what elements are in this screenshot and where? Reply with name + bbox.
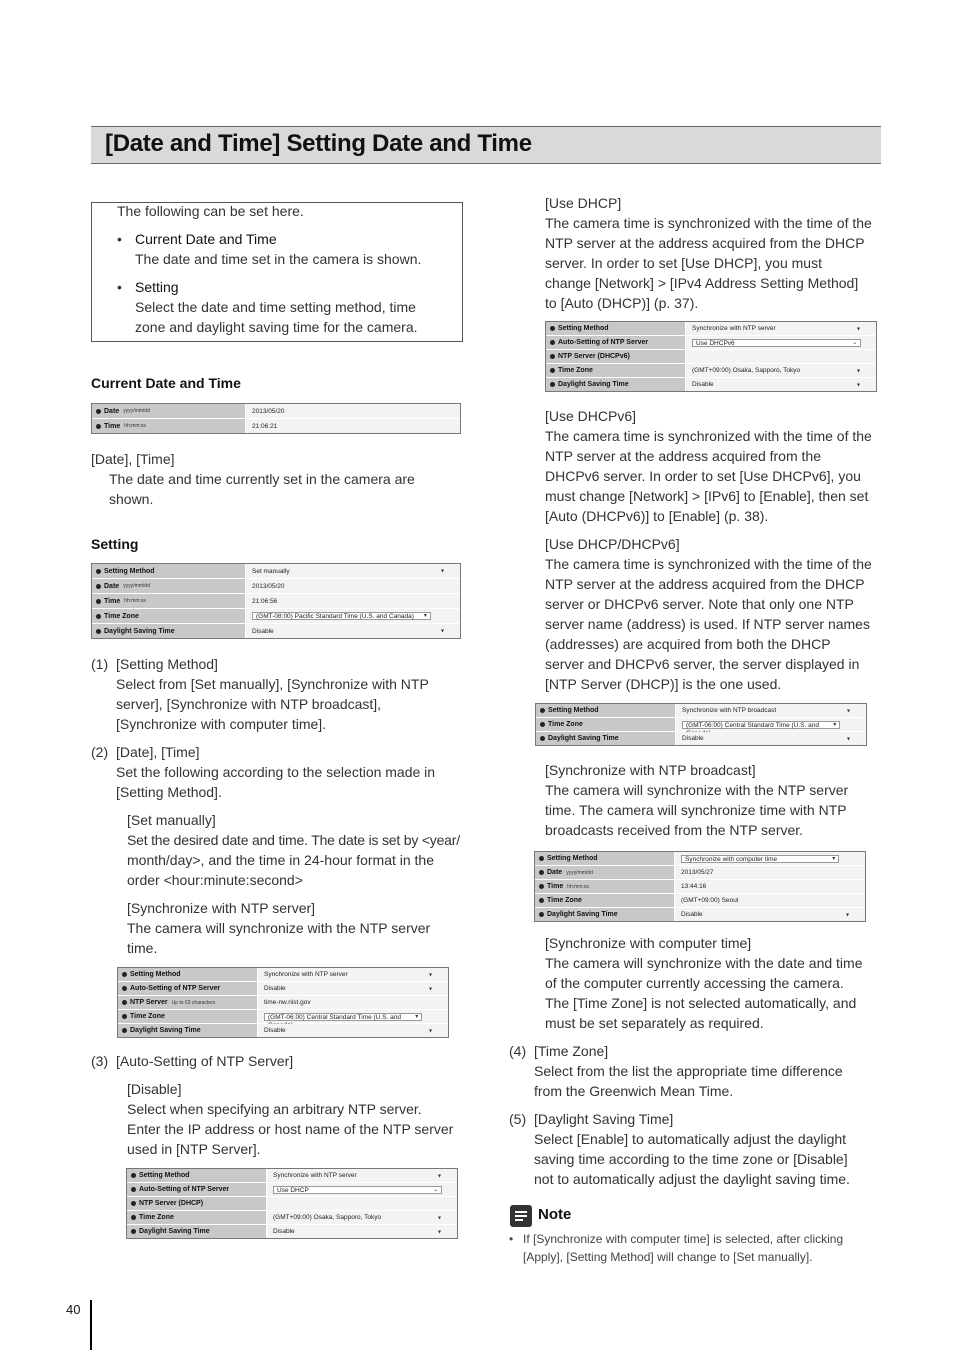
intro-item-title: Setting <box>135 279 179 295</box>
paragraph: Set the following according to the selection made in <box>116 764 436 780</box>
table-row: NTP Server (DHCP) <box>127 1197 457 1211</box>
paragraph: time. The camera will synchronize time with NTP <box>545 802 847 818</box>
dhcp-table <box>126 1168 458 1239</box>
paragraph: broadcasts received from the NTP server. <box>545 822 804 838</box>
table-row: Setting Method Synchronize with NTP server ▾ <box>546 322 876 336</box>
paragraph: server. In order to set [Use DHCP], you must <box>545 255 822 271</box>
table-row: NTP Server Up to 63 characters time-nw.nist.gov <box>118 996 448 1010</box>
chevron-down-icon: ▾ <box>856 382 860 388</box>
daylight-saving-select[interactable]: Disable ▾ <box>675 908 865 921</box>
table-row: Date yyyy/mm/dd 2013/05/20 <box>92 579 460 594</box>
time-zone-select[interactable]: (GMT-08:00) Pacific Standard Time (U.S. and Canada) ▾ <box>246 609 460 623</box>
table-row: Time hh:mm:ss 21:06:56 <box>92 594 460 609</box>
paragraph: saving time according to the time zone or [Disable] <box>534 1151 848 1167</box>
setting-method-select[interactable]: Synchronize with NTP broadcast ▾ <box>676 704 866 717</box>
setting-method-select[interactable]: Synchronize with NTP server ▾ <box>258 968 448 981</box>
chevron-down-icon: ▾ <box>833 721 837 728</box>
page-title: [Date and Time] Setting Date and Time <box>105 130 532 157</box>
date-field[interactable]: 2013/05/20 <box>246 579 460 593</box>
chevron-down-icon: ▾ <box>415 1013 419 1020</box>
setting-method-select[interactable]: Synchronize with computer time ▾ <box>675 852 865 865</box>
paragraph: must change [Network] > [IPv6] to [Enable], then set <box>545 488 869 504</box>
item-number: (4) <box>509 1043 527 1059</box>
note-heading: Note <box>538 1206 572 1223</box>
chevron-down-icon: ⌄ <box>433 1186 439 1193</box>
section-heading-setting: Setting <box>91 536 139 552</box>
item-heading: [Date], [Time] <box>116 744 200 760</box>
chevron-down-icon: ▾ <box>437 1229 441 1235</box>
setting-table <box>91 563 461 639</box>
paragraph: The camera will synchronize with the date and time <box>545 955 863 971</box>
item-heading: [Daylight Saving Time] <box>534 1111 674 1127</box>
paragraph: The camera will synchronize with the NTP server <box>127 920 431 936</box>
paragraph: [NTP Server (DHCP)] is the one used. <box>545 676 782 692</box>
table-row: Setting Method Synchronize with NTP server ▾ <box>127 1169 457 1183</box>
paragraph: month/day>, and the time in 24-hour format in the <box>127 852 435 868</box>
intro-item-desc: Select the date and time setting method, time <box>135 299 416 315</box>
time-value: 13:44:16 <box>675 880 865 893</box>
table-row: Date yyyy/mm/dd 2013/05/20 <box>92 404 460 419</box>
table-row: Setting Method Synchronize with NTP broadcast ▾ <box>536 704 866 718</box>
chevron-down-icon: ▾ <box>846 736 850 742</box>
table-row: Time Zone (GMT-06:00) Central Standard Time (U.S. and ▾ <box>536 718 866 732</box>
paragraph: The date and time currently set in the camera are <box>109 471 415 487</box>
paragraph: Enter the IP address or host name of the NTP server <box>127 1121 454 1137</box>
paragraph: of the computer currently accessing the camera. <box>545 975 844 991</box>
table-row: Time Zone (GMT-08:00) Pacific Standard Time (U.S. and Canada) ▾ <box>92 609 460 624</box>
section-heading-current: Current Date and Time <box>91 375 241 391</box>
item-number: (5) <box>509 1111 527 1127</box>
paragraph: server], [Synchronize with NTP broadcast], <box>116 696 382 712</box>
time-zone-value: (GMT+09:00) Seoul <box>675 894 865 907</box>
item-number: (3) <box>91 1053 109 1069</box>
paragraph: NTP server at the address acquired from the DHCP <box>545 235 865 251</box>
chevron-down-icon: ▾ <box>846 708 850 714</box>
subhead: [Set manually] <box>127 812 216 828</box>
item-heading: [Time Zone] <box>534 1043 609 1059</box>
table-row: Auto-Setting of NTP Server Disable ▾ <box>118 982 448 996</box>
chevron-down-icon: ▾ <box>440 628 444 635</box>
time-value: 21:06:21 <box>246 419 460 433</box>
time-zone-select[interactable]: (GMT-06:00) Central Standard Time (U.S. and ▾ <box>676 718 866 731</box>
table-row: Auto-Setting of NTP Server Use DHCPv6 ⌄ <box>546 336 876 350</box>
paragraph: change [Network] > [IPv4 Address Setting Method] <box>545 275 859 291</box>
paragraph: [Auto (DHCPv6)] to [Enable] (p. 38). <box>545 508 769 524</box>
table-row: Daylight Saving Time Disable ▾ <box>546 378 876 391</box>
table-row: Time hh:mm:ss 13:44:16 <box>535 880 865 894</box>
intro-bullet: • <box>117 279 122 295</box>
auto-ntp-select[interactable]: Disable ▾ <box>258 982 448 995</box>
paragraph: [Setting Method]. <box>116 784 222 800</box>
current-table <box>91 403 461 434</box>
chevron-down-icon: ⌄ <box>852 339 858 346</box>
paragraph: (addresses) are acquired from both the DHCP <box>545 636 831 652</box>
paragraph: DHCPv6 server. In order to set [Use DHCPv6], you <box>545 468 861 484</box>
table-row: Daylight Saving Time Disable ▾ <box>118 1024 448 1037</box>
table-row: Daylight Saving Time Disable ▾ <box>127 1225 457 1238</box>
paragraph: to [Auto (DHCP)] (p. 37). <box>545 295 699 311</box>
dhcpv6-table <box>545 321 877 392</box>
subhead: [Use DHCP] <box>545 195 622 211</box>
item-heading: [Setting Method] <box>116 656 218 672</box>
paragraph: Select when specifying an arbitrary NTP server. <box>127 1101 422 1117</box>
date-value: 2013/05/27 <box>675 866 865 879</box>
paragraph: The [Time Zone] is not selected automatically, and <box>545 995 857 1011</box>
paragraph: NTP server at the address acquired from the <box>545 448 821 464</box>
setting-method-select[interactable]: Synchronize with NTP server ▾ <box>267 1169 457 1182</box>
time-zone-select[interactable]: (GMT+09:00) Osaka, Sapporo, Tokyo ▾ <box>686 364 876 377</box>
footer-divider <box>90 1300 92 1350</box>
time-zone-select[interactable]: (GMT+09:00) Osaka, Sapporo, Tokyo ▾ <box>267 1211 457 1224</box>
time-field[interactable]: 21:06:56 <box>246 594 460 608</box>
paragraph: Select from the list the appropriate time difference <box>534 1063 843 1079</box>
page-title-bar <box>91 126 881 164</box>
table-row: Time Zone (GMT+09:00) Seoul <box>535 894 865 908</box>
chevron-down-icon: ▾ <box>437 1173 441 1179</box>
chevron-down-icon: ▾ <box>845 912 849 918</box>
table-row: Setting Method Synchronize with NTP server ▾ <box>118 968 448 982</box>
chevron-down-icon: ▾ <box>428 1028 432 1034</box>
daylight-saving-select[interactable]: Disable ▾ <box>686 378 876 391</box>
computer-time-table <box>534 851 866 922</box>
note-icon <box>510 1205 532 1227</box>
table-row: Daylight Saving Time Disable ▾ <box>92 624 460 638</box>
chevron-down-icon: ▾ <box>428 972 432 978</box>
chevron-down-icon: ▾ <box>437 1215 441 1221</box>
item-number: (2) <box>91 744 109 760</box>
chevron-down-icon: ▾ <box>440 568 444 575</box>
note-text: [Apply], [Setting Method] will change to [Set manually]. <box>523 1250 813 1264</box>
ntp-server-table <box>117 967 449 1038</box>
chevron-down-icon: ▾ <box>832 855 836 862</box>
table-row: Time Zone (GMT+09:00) Osaka, Sapporo, Tokyo ▾ <box>546 364 876 378</box>
table-row: Date yyyy/mm/dd 2013/05/27 <box>535 866 865 880</box>
broadcast-table <box>535 703 867 746</box>
paragraph: not to automatically adjust the daylight saving time. <box>534 1171 850 1187</box>
paragraph: order <hour:minute:second> <box>127 872 303 888</box>
subhead: [Synchronize with NTP broadcast] <box>545 762 756 778</box>
paragraph: Select from [Set manually], [Synchronize with NTP <box>116 676 429 692</box>
date-value: 2013/05/20 <box>246 404 460 418</box>
table-row: Setting Method Set manually ▾ <box>92 564 460 579</box>
intro-item-desc: The date and time set in the camera is shown. <box>135 251 422 267</box>
setting-method-select[interactable]: Synchronize with NTP server ▾ <box>686 322 876 335</box>
paragraph: server and DHCPv6 server, the server displayed in <box>545 656 860 672</box>
paragraph: server name (address) is used. If NTP server names <box>545 616 870 632</box>
subhead: [Date], [Time] <box>91 451 175 467</box>
paragraph: server or DHCPv6 server. Note that only one NTP <box>545 596 854 612</box>
subhead: [Synchronize with NTP server] <box>127 900 316 916</box>
subhead: [Use DHCPv6] <box>545 408 637 424</box>
auto-ntp-select[interactable]: Use DHCP ⌄ <box>267 1183 457 1196</box>
page-number: 40 <box>66 1302 81 1317</box>
paragraph: The camera will synchronize with the NTP server <box>545 782 849 798</box>
time-zone-select[interactable]: (GMT-06:00) Central Standard Time (U.S. and ▾ <box>258 1010 448 1023</box>
intro-lead: The following can be set here. <box>117 203 304 219</box>
subhead: [Synchronize with computer time] <box>545 935 752 951</box>
paragraph: Set the desired date and time. The date is set by <year/ <box>127 832 460 848</box>
table-row: Auto-Setting of NTP Server Use DHCP ⌄ <box>127 1183 457 1197</box>
table-row: NTP Server (DHCPv6) <box>546 350 876 364</box>
paragraph: shown. <box>109 491 154 507</box>
item-heading: [Auto-Setting of NTP Server] <box>116 1053 294 1069</box>
ntp-server-dhcpv6-value <box>686 350 876 363</box>
chevron-down-icon: ▾ <box>428 986 432 992</box>
daylight-saving-select[interactable]: Disable ▾ <box>267 1225 457 1238</box>
paragraph: The camera time is synchronized with the time of the <box>545 428 872 444</box>
setting-method-select[interactable]: Set manually ▾ <box>246 564 460 578</box>
auto-ntp-select[interactable]: Use DHCPv6 ⌄ <box>686 336 876 349</box>
subhead: [Use DHCP/DHCPv6] <box>545 536 680 552</box>
paragraph: Select [Enable] to automatically adjust the daylight <box>534 1131 847 1147</box>
intro-bullet: • <box>117 231 122 247</box>
paragraph: [Synchronize with computer time]. <box>116 716 327 732</box>
table-row: Daylight Saving Time Disable ▾ <box>535 908 865 921</box>
chevron-down-icon: ▾ <box>856 326 860 332</box>
subhead: [Disable] <box>127 1081 182 1097</box>
note-text: If [Synchronize with computer time] is selected, after clicking <box>523 1232 844 1246</box>
chevron-down-icon: ▾ <box>856 368 860 374</box>
paragraph: NTP server at the address acquired from the DHCP <box>545 576 865 592</box>
table-row: Setting Method Synchronize with computer time ▾ <box>535 852 865 866</box>
ntp-server-dhcp-value <box>267 1197 457 1210</box>
ntp-server-field[interactable]: time-nw.nist.gov <box>258 996 448 1009</box>
paragraph: The camera time is synchronized with the time of the <box>545 215 872 231</box>
table-row: Time hh:mm:ss 21:06:21 <box>92 419 460 433</box>
table-row: Daylight Saving Time Disable ▾ <box>536 732 866 745</box>
chevron-down-icon: ▾ <box>423 613 427 619</box>
note-bullet: • <box>509 1232 514 1246</box>
intro-item-title: Current Date and Time <box>135 231 277 247</box>
table-row: Time Zone (GMT-06:00) Central Standard Time (U.S. and ▾ <box>118 1010 448 1024</box>
item-number: (1) <box>91 656 109 672</box>
paragraph: must be set separately as required. <box>545 1015 764 1031</box>
paragraph: used in [NTP Server]. <box>127 1141 261 1157</box>
paragraph: The camera time is synchronized with the time of the <box>545 556 872 572</box>
daylight-saving-select[interactable]: Disable ▾ <box>246 624 460 638</box>
daylight-saving-select[interactable]: Disable ▾ <box>676 732 866 745</box>
intro-item-desc: zone and daylight saving time for the camera. <box>135 319 418 335</box>
daylight-saving-select[interactable]: Disable ▾ <box>258 1024 448 1037</box>
table-row: Time Zone (GMT+09:00) Osaka, Sapporo, Tokyo ▾ <box>127 1211 457 1225</box>
paragraph: time. <box>127 940 158 956</box>
paragraph: from the Greenwich Mean Time. <box>534 1083 734 1099</box>
